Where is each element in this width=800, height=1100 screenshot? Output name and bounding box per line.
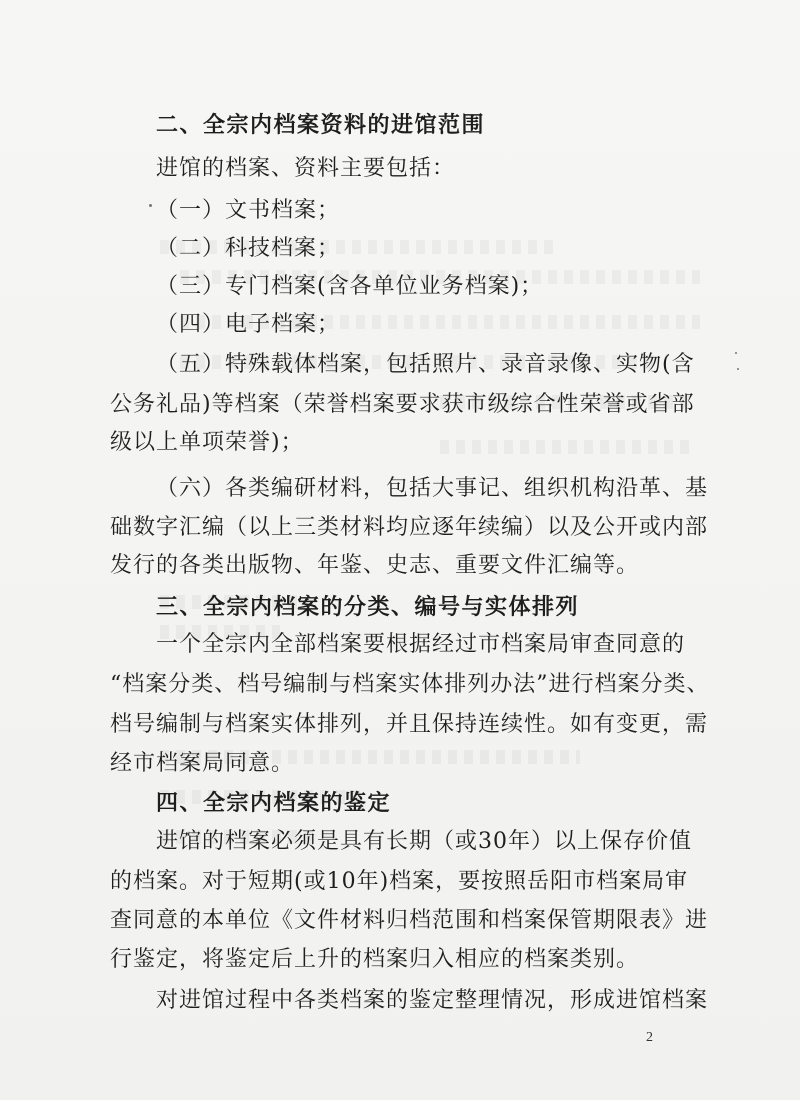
scan-speck (737, 368, 739, 370)
paragraph-line: 发行的各类出版物、年鉴、史志、重要文件汇编等。 (110, 553, 640, 578)
paragraph-line: 进馆的档案、资料主要包括： (156, 156, 456, 181)
list-item-1: （一）文书档案； (156, 198, 341, 223)
list-item-5: （五）特殊载体档案，包括照片、录音录像、实物(含 (156, 352, 695, 377)
scan-speck (149, 204, 152, 207)
paragraph-line: “档案分类、档号编制与档案实体排列办法”进行档案分类、 (110, 672, 710, 697)
paragraph-line: 对进馆过程中各类档案的鉴定整理情况，形成进馆档案 (156, 988, 709, 1013)
paragraph-line: 查同意的本单位《文件材料归档范围和档案保管期限表》进 (110, 908, 709, 933)
section-heading-3: 三、全宗内档案的分类、编号与实体排列 (156, 594, 580, 620)
section-heading-4: 四、全宗内档案的鉴定 (156, 790, 392, 816)
paragraph-line: 础数字汇编（以上三类材料均应逐年续编）以及公开或内部 (110, 515, 709, 540)
paragraph-line: 经市档案局同意。 (110, 751, 295, 776)
paragraph-line: 的档案。对于短期(或10年)档案，要按照岳阳市档案局审 (110, 869, 689, 894)
list-item-3: （三）专门档案(含各单位业务档案)； (156, 274, 544, 299)
scan-speck (735, 352, 737, 354)
list-item-6: （六）各类编研材料，包括大事记、组织机构沿革、基 (156, 476, 709, 501)
paragraph-line: 档号编制与档案实体排列，并且保持连续性。如有变更，需 (110, 712, 709, 737)
list-item-4: （四）电子档案； (156, 312, 341, 337)
list-item-2: （二）科技档案； (156, 236, 341, 261)
paragraph-line: 行鉴定，将鉴定后上升的档案归入相应的档案类别。 (110, 947, 640, 972)
paragraph-line: 级以上单项荣誉)； (110, 430, 304, 455)
page-number: 2 (646, 1030, 653, 1045)
paragraph-line: 公务礼品)等档案（荣誉档案要求获市级综合性荣誉或省部 (110, 392, 695, 417)
paragraph-line: 一个全宗内全部档案要根据经过市档案局审查同意的 (156, 632, 686, 657)
section-heading-2: 二、全宗内档案资料的进馆范围 (156, 112, 486, 138)
paragraph-line: 进馆的档案必须是具有长期（或30年）以上保存价值 (156, 829, 692, 854)
